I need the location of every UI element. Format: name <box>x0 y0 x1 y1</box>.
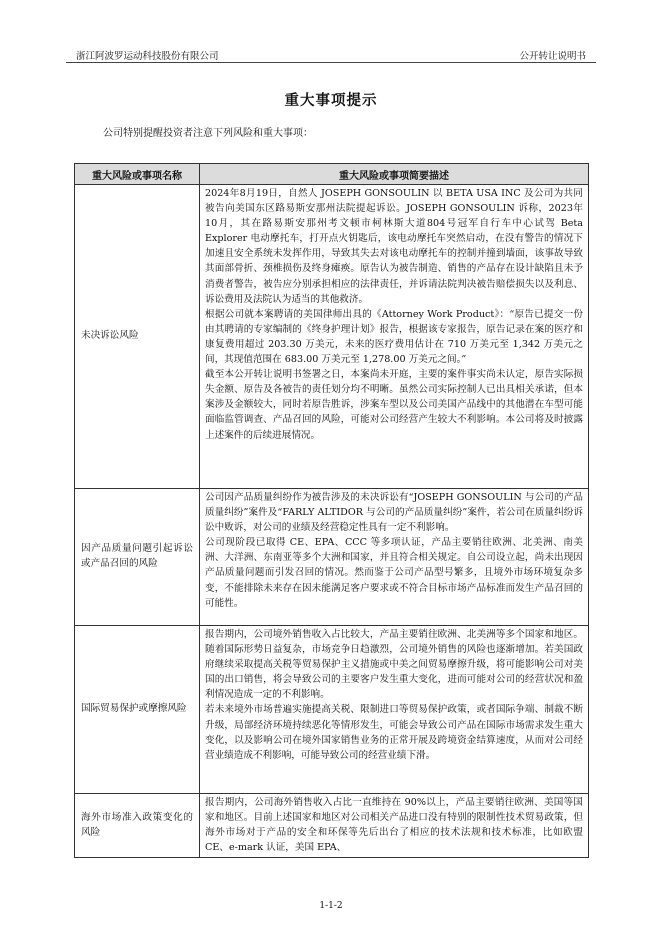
col-header-desc: 重大风险或事项简要描述 <box>200 164 589 185</box>
risk-desc <box>200 794 589 858</box>
page-header <box>66 44 596 63</box>
risk-name: 海外市场准入政策变化的风险 <box>75 794 200 858</box>
page-title: 重大事项提示 <box>284 92 378 109</box>
desc-paragraph: 报告期内，公司海外销售收入占比一直维持在 90%以上，产品主要销往欧洲、美国等国家和地区。目前上述国家和地区对公司相关产品进口没有特别的限制性技术贸易政策，但海外市场对于产品的安全和环保等先后出台了相应的技术法规和技术标准，比如欧盟 CE、e-mark 认证，美国 EPA、 <box>205 797 583 854</box>
desc-paragraph: 截至本公开转让说明书签署之日，本案尚未开庭，主要的案件事实尚未认定，原告实际损失金额、原告及各被告的责任划分均不明晰。虽然公司实际控制人已出具相关承诺，但本案涉及金额较大，同时若原告胜诉，涉案车型以及公司美国产品线中的其他潜在车型可能面临监管调查、产品召回的风险，可能对公司经营产生较大不利影响。本公司将及时披露上述案件的后续进展情况。 <box>205 369 583 441</box>
table-row <box>75 489 589 626</box>
risk-name: 因产品质量问题引起诉讼或产品召回的风险 <box>75 489 200 626</box>
desc-paragraph: 公司因产品质量纠纷作为被告涉及的未决诉讼有“JOSEPH GONSOULIN 与公司的产品质量纠纷”案件及“FARLY ALTIDOR 与公司的产品质量纠纷”案件，若公司在质量纠纷诉讼中败诉，对公司的业绩及经营稳定性具有一定不利影响。 <box>205 492 583 534</box>
table-header-row <box>75 164 589 185</box>
desc-paragraph: 2024年8月19日，自然人 JOSEPH GONSOULIN 以 BETA USA INC 及公司为共同被告向美国东区路易斯安那州法院提起诉讼。JOSEPH GONSOULIN 诉称，2023年10月，其在路易斯安那州考文顿市柯林斯大道804号冠军自行车中心试驾 Beta Explorer 电动摩托车，打开点火钥匙后，该电动摩托车突然启动，在没有警告的情况下加速且安全系统未发挥作用，导致其失去对该电动摩托车的控制并撞到墙面，该事故导致其面部骨折、颈椎损伤及终身瘫痪。原告认为被告制造、销售的产品存在设计缺陷且未予消费者警告，被告应分别承担相应的法律责任，并诉请法院判决被告赔偿损失以及利息、诉讼费用及法院认为适当的其他救济。 <box>205 188 583 305</box>
table-row <box>75 626 589 794</box>
page-number: 1-1-2 <box>319 901 343 911</box>
desc-paragraph: 若未来境外市场普遍实施提高关税、限制进口等贸易保护政策，或者国际争端、制裁不断升级，局部经济环境持续恶化等情形发生，可能会导致公司产品在国际市场需求发生重大变化，以及影响公司在境外国家销售业务的正常开展及跨境资金结算速度，从而对公司经营业绩造成不利影响，可能导致公司的经营业绩下滑。 <box>205 704 583 761</box>
col-header-name: 重大风险或事项名称 <box>75 164 200 185</box>
risk-desc <box>200 185 589 489</box>
desc-paragraph: 根据公司就本案聘请的美国律师出具的《Attorney Work Product》：“原告已提交一份由其聘请的专家编制的《终身护理计划》报告，根据该专家报告，原告记录在案的医疗和康复费用超过 203.30 万美元，未来的医疗费用估计在 710 万美元至 1,342 万美元之间，其现值范围在 683.00 万美元至 1,278.00 万美元之间。” <box>205 308 583 366</box>
risk-table <box>74 163 589 858</box>
desc-paragraph: 公司现阶段已取得 CE、EPA、CCC 等多项认证，产品主要销往欧洲、北美洲、南美洲、大洋洲、东南亚等多个大洲和国家，并且符合相关规定。自公司设立起，尚未出现因产品质量问题而引发召回的情况。然而鉴于公司产品型号繁多，且境外市场环境复杂多变，不能排除未来存在因未能满足客户要求或不符合目标市场产品标准而发生产品召回的可能性。 <box>205 537 583 609</box>
desc-paragraph: 报告期内，公司境外销售收入占比较大，产品主要销往欧洲、北美洲等多个国家和地区。随着国际形势日益复杂，市场竞争日趋激烈，公司境外销售的风险也逐渐增加。若美国政府继续采取提高关税等贸易保护主义措施或中美之间贸易摩擦升级，将可能影响公司对美国的出口销售，将会导致公司的主要客户发生重大变化，进而可能对公司的经营状况和盈利情况造成一定的不利影响。 <box>205 629 583 701</box>
risk-name: 国际贸易保护或摩擦风险 <box>75 626 200 794</box>
table-row <box>75 185 589 489</box>
risk-name: 未决诉讼风险 <box>75 185 200 489</box>
table-row <box>75 794 589 858</box>
risk-desc <box>200 489 589 626</box>
header-doc-title: 公开转让说明书 <box>519 51 586 62</box>
header-company: 浙江阿波罗运动科技股份有限公司 <box>76 51 219 62</box>
intro-text: 公司特别提醒投资者注意下列风险和重大事项： <box>103 128 313 139</box>
risk-desc <box>200 626 589 794</box>
